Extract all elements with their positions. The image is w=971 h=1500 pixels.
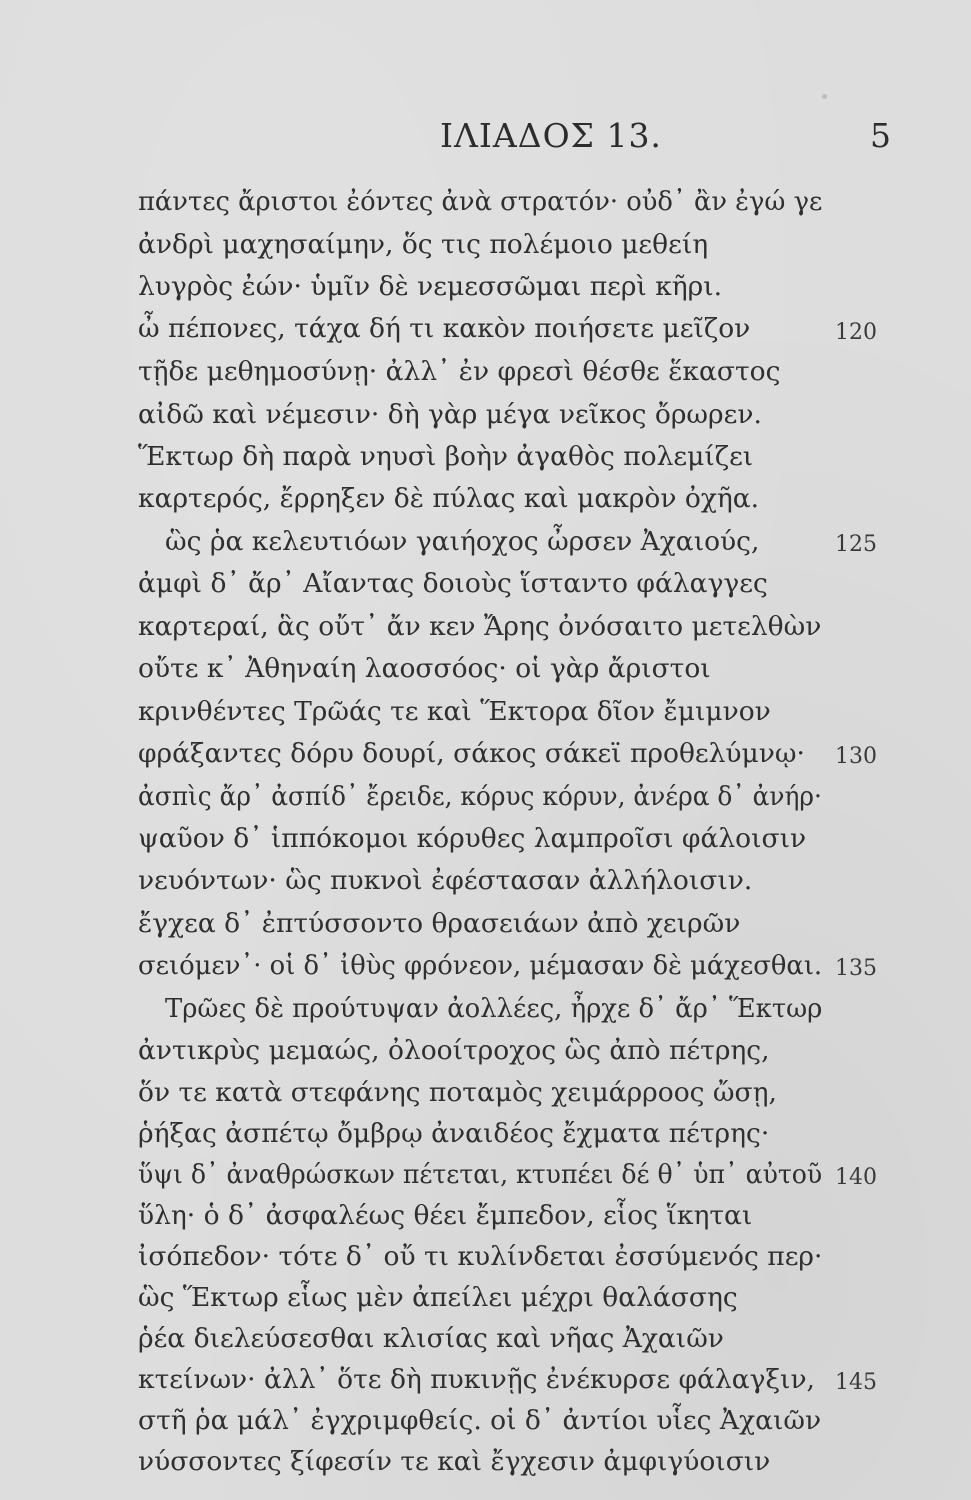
line-number: 130 — [835, 744, 877, 769]
verse-line: ἰσόπεδον· τότε δ᾽ οὔ τι κυλίνδεται ἐσσύμενός περ· — [138, 1241, 823, 1272]
verse-line: ὣς ῥα κελευτιόων γαιήοχος ὦρσεν Ἀχαιούς, — [165, 526, 760, 557]
verse-line: νευόντων· ὣς πυκνοὶ ἐφέστασαν ἀλλήλοισιν. — [138, 865, 753, 896]
verse-line: ὕλη· ὁ δ᾽ ἀσφαλέως θέει ἔμπεδον, εἷος ἵκηται — [138, 1200, 753, 1231]
line-number: 135 — [835, 956, 877, 981]
verse-line: ἀμφὶ δ᾽ ἄρ᾽ Αἴαντας δοιοὺς ἵσταντο φάλαγγες — [138, 568, 768, 599]
verse-line: ῥέα διελεύσεσθαι κλισίας καὶ νῆας Ἀχαιῶν — [138, 1323, 724, 1354]
verse-line: ῥήξας ἀσπέτῳ ὄμβρῳ ἀναιδέος ἔχματα πέτρης· — [138, 1118, 770, 1149]
line-number: 120 — [835, 320, 877, 345]
verse-line: ὣς Ἕκτωρ εἷως μὲν ἀπείλει μέχρι θαλάσσης — [138, 1282, 738, 1313]
verse-line: Τρῶες δὲ προύτυψαν ἀολλέες, ἦρχε δ᾽ ἄρ᾽ Ἕκτωρ — [165, 993, 823, 1024]
verse-line: ἀνδρὶ μαχησαίμην, ὅς τις πολέμοιο μεθείη — [138, 229, 709, 260]
verse-line: ὕψι δ᾽ ἀναθρώσκων πέτεται, κτυπέει δέ θ᾽ ὑπ᾽ αὐτοῦ — [138, 1159, 823, 1190]
running-head-title: ΙΛΙΑΔΟΣ 13. — [440, 116, 662, 155]
verse-line: κτείνων· ἀλλ᾽ ὅτε δὴ πυκινῇς ἐνέκυρσε φάλαγξιν, — [138, 1364, 815, 1395]
line-number: 140 — [835, 1165, 877, 1190]
verse-line: ἔγχεα δ᾽ ἐπτύσσοντο θρασειάων ἀπὸ χειρῶν — [138, 908, 741, 939]
verse-line: κρινθέντες Τρῶάς τε καὶ Ἕκτορα δῖον ἔμιμνον — [138, 696, 771, 727]
verse-line: ὅν τε κατὰ στεφάνης ποταμὸς χειμάρροος ὤσῃ, — [138, 1077, 777, 1108]
verse-line: ἀντικρὺς μεμαώς, ὀλοοίτροχος ὣς ἀπὸ πέτρης, — [138, 1035, 770, 1066]
paper-speck — [822, 94, 827, 99]
verse-line: αἰδῶ καὶ νέμεσιν· δὴ γὰρ μέγα νεῖκος ὄρωρεν. — [138, 399, 762, 430]
verse-line: οὔτε κ᾽ Ἀθηναίη λαοσσόος· οἱ γὰρ ἄριστοι — [138, 653, 711, 684]
verse-line: Ἕκτωρ δὴ παρὰ νηυσὶ βοὴν ἀγαθὸς πολεμίζει — [138, 441, 754, 472]
line-number: 125 — [835, 532, 877, 557]
verse-line: ἀσπὶς ἄρ᾽ ἀσπίδ᾽ ἔρειδε, κόρυς κόρυν, ἀνέρα δ᾽ ἀνήρ· — [138, 781, 822, 812]
verse-line: καρτεραί, ἃς οὔτ᾽ ἄν κεν Ἄρης ὀνόσαιτο μετελθὼν — [138, 611, 822, 642]
verse-line: νύσσοντες ξίφεσίν τε καὶ ἔγχεσιν ἀμφιγύοισιν — [138, 1446, 771, 1477]
verse-line: σειόμεν᾽· οἱ δ᾽ ἰθὺς φρόνεον, μέμασαν δὲ μάχεσθαι. — [138, 950, 823, 981]
verse-line: ψαῦον δ᾽ ἱππόκομοι κόρυθες λαμπροῖσι φάλοισιν — [138, 823, 807, 854]
verse-line: λυγρὸς ἐών· ὑμῖν δὲ νεμεσσῶμαι περὶ κῆρι. — [138, 271, 723, 302]
line-number: 145 — [835, 1370, 877, 1395]
page-number: 5 — [870, 116, 891, 155]
verse-line: καρτερός, ἔρρηξεν δὲ πύλας καὶ μακρὸν ὀχῆα. — [138, 483, 760, 514]
verse-line: ὦ πέπονες, τάχα δή τι κακὸν ποιήσετε μεῖζον — [138, 313, 751, 344]
verse-line: πάντες ἄριστοι ἐόντες ἀνὰ στρατόν· οὐδ᾽ ἂν ἐγώ γε — [138, 186, 823, 217]
verse-line: τῇδε μεθημοσύνῃ· ἀλλ᾽ ἐν φρεσὶ θέσθε ἕκαστος — [138, 356, 781, 387]
verse-line: στῆ ῥα μάλ᾽ ἐγχριμφθείς. οἱ δ᾽ ἀντίοι υἷες Ἀχαιῶν — [138, 1405, 822, 1436]
verse-line: φράξαντες δόρυ δουρί, σάκος σάκεϊ προθελύμνῳ· — [138, 738, 805, 769]
